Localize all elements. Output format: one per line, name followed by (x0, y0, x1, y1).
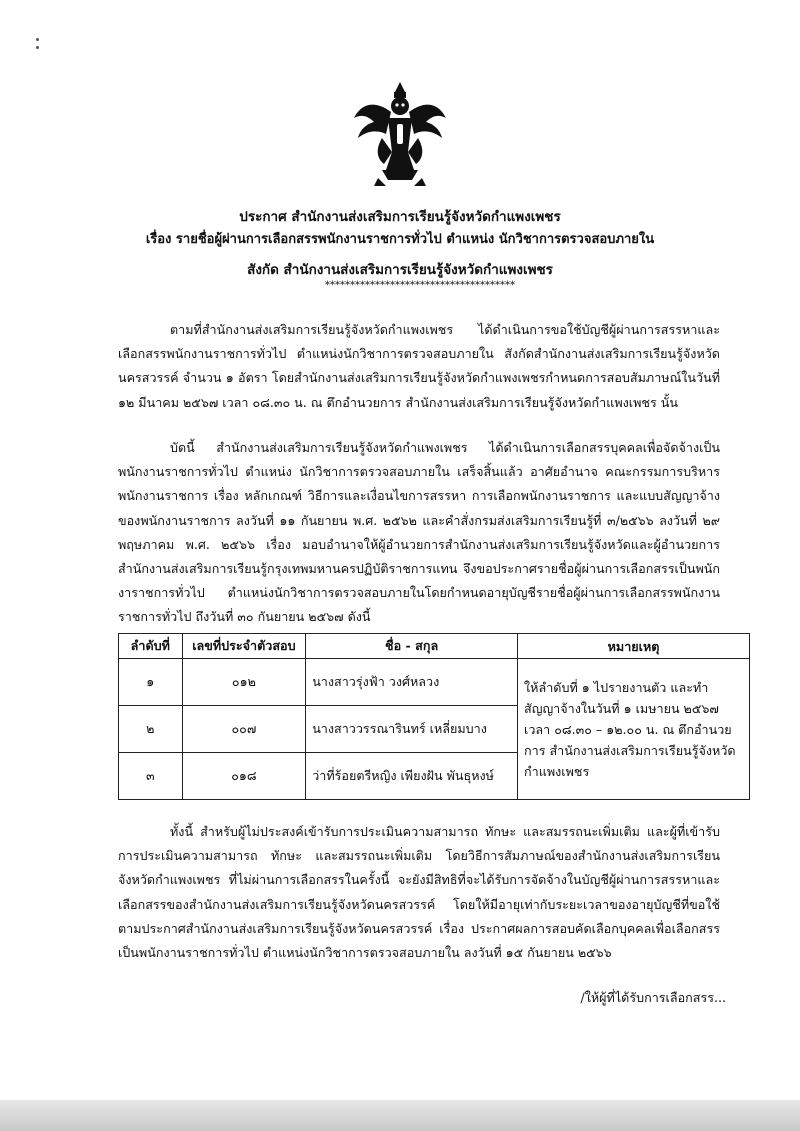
announcement-subject: เรื่อง รายชื่อผู้ผ่านการเลือกสรรพนักงานราชการทั่วไป ตำแหน่ง นักวิชาการตรวจสอบภายใน (145, 232, 655, 247)
table-row (119, 659, 750, 706)
announcement-title: ประกาศ สำนักงานส่งเสริมการเรียนรู้จังหวัดกำแพงเพชร (239, 209, 561, 225)
table-header-row (119, 634, 750, 659)
candidates-table (118, 633, 750, 800)
paragraph-conditions: ทั้งนี้ สำหรับผู้ไม่ประสงค์เข้ารับการประเมินความสามารถ ทักษะ และสมรรถนะเพิ่มเติม และผู้ที่เข้ารับการประเมินความสามารถ ทักษะ และสมรรถนะเพิ่มเติม โดยวิธีการสัมภาษณ์ของสำนักงานส่งเสริมการเรียนจังหวัดกำแพงเพชร ที่ไม่ผ่านการเลือกสรรในครั้งนี้ จะยังมีสิทธิที่จะได้รับการจัดจ้างในบัญชีผู้ผ่านการสรรหาและเลือกสรรของสำนักงานส่งเสริมการเรียนรู้จังหวัดนครสวรรค์ โดยให้มีอายุเท่ากับระยะเวลาของอายุบัญชีที่ขอใช้ ตามประกาศสำนักงานส่งเสริมการเรียนรู้จังหวัดนครสวรรค์ เรื่อง ประกาศผลการสอบคัดเลือกบุคคลเพื่อเลือกสรรเป็นพนักงานราชการทั่วไป ตำแหน่งนักวิชาการตรวจสอบภายใน ลงวันที่ ๑๕ กันยายน ๒๕๖๖ (118, 824, 720, 961)
separator-stars: ************************************** (325, 280, 515, 291)
header-remark: หมายเหตุ (518, 634, 750, 659)
header-name: ชื่อ - สกุล (306, 634, 518, 659)
paragraph-background: ตามที่สำนักงานส่งเสริมการเรียนรู้จังหวัดกำแพงเพชร ได้ดำเนินการขอใช้บัญชีผู้ผ่านการสรรหาและเลือกสรรพนักงานราชการทั่วไป ตำแหน่งนักวิชาการตรวจสอบภายใน สังกัดสำนักงานส่งเสริมการเรียนรู้จังหวัดนครสวรรค์ จำนวน ๑ อัตรา โดยสำนักงานส่งเสริมการเรียนรู้จังหวัดกำแพงเพชรกำหนดการสอบสัมภาษณ์ในวันที่ ๑๒ มีนาคม ๒๕๖๗ เวลา ๐๘.๓๐ น. ณ ตึกอำนวยการ สำนักงานส่งเสริมการเรียนรู้จังหวัดกำแพงเพชร นั้น (118, 322, 720, 410)
row-exam-id: ๐๐๗ (182, 706, 306, 753)
header-order: ลำดับที่ (119, 634, 183, 659)
row-order: ๒ (119, 706, 183, 753)
continuation-note: /ให้ผู้ที่ได้รับการเลือกสรร... (580, 990, 726, 1005)
row-order: ๓ (119, 753, 183, 800)
row-name: นางสาววรรณารินทร์ เหลี่ยมบาง (306, 706, 518, 753)
announcement-affiliation: สังกัด สำนักงานส่งเสริมการเรียนรู้จังหวัดกำแพงเพชร (247, 262, 553, 278)
row-name: นางสาวรุ่งฟ้า วงศ์หลวง (306, 659, 518, 706)
row-order: ๑ (119, 659, 183, 706)
page-edge-shadow (0, 1100, 800, 1131)
garuda-emblem-icon (352, 78, 448, 188)
row-exam-id: ๐๑๒ (182, 659, 306, 706)
paragraph-announcement: บัดนี้ สำนักงานส่งเสริมการเรียนรู้จังหวัดกำแพงเพชร ได้ดำเนินการเลือกสรรบุคคลเพื่อจัดจ้างเป็นพนักงานราชการทั่วไป ตำแหน่ง นักวิชาการตรวจสอบภายใน เสร็จสิ้นแล้ว อาศัยอำนาจ คณะกรรมการบริหารพนักงานราชการ เรื่อง หลักเกณฑ์ วิธีการและเงื่อนไขการสรรหา การเลือกพนักงานราชการ และแบบสัญญาจ้างของพนักงานราชการ ลงวันที่ ๑๑ กันยายน พ.ศ. ๒๕๖๒ และคำสั่งกรมส่งเสริมการเรียนรู้ที่ ๓/๒๕๖๖ ลงวันที่ ๒๙ พฤษภาคม พ.ศ. ๒๕๖๖ เรื่อง มอบอำนาจให้ผู้อำนวยการสำนักงานส่งเสริมการเรียนรู้จังหวัดและผู้อำนวยการสำนักงานส่งเสริมการเรียนรู้กรุงเทพมหานครปฏิบัติราชการแทน จึงขอประกาศรายชื่อผู้ผ่านการเลือกสรรเป็นพนักงาราชการทั่วไป ตำแหน่งนักวิชาการตรวจสอบภายในโดยกำหนดอายุบัญชีรายชื่อผู้ผ่านการเลือกสรรพนักงานราชการทั่วไป ถึงวันที่ ๓๐ กันยายน ๒๕๖๗ ดังนี้ (118, 440, 720, 625)
scan-marks (36, 38, 42, 52)
row-remark: ให้ลำดับที่ ๑ ไปรายงานตัว และทำสัญญาจ้างในวันที่ ๑ เมษายน ๒๕๖๗ เวลา ๐๘.๓๐ – ๑๒.๐๐ น. ณ ตึกอำนวยการ สำนักงานส่งเสริมการเรียนรู้จังหวัดกำแพงเพชร (518, 659, 750, 800)
row-name: ว่าที่ร้อยตรีหญิง เพียงฝัน พันธุหงษ์ (306, 753, 518, 800)
row-exam-id: ๐๑๘ (182, 753, 306, 800)
header-exam-id: เลขที่ประจำตัวสอบ (182, 634, 306, 659)
